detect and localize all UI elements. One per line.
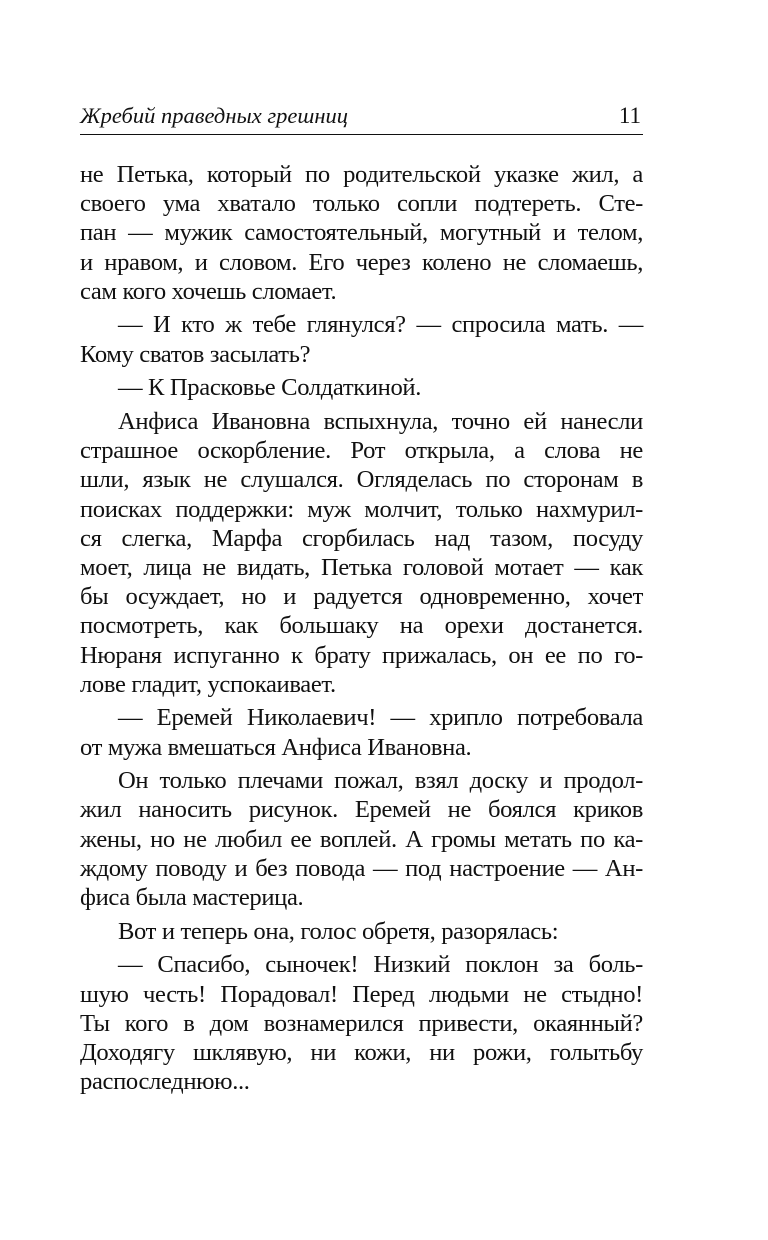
text-line: пан — мужик самостоятельный, могутный и телом, (80, 219, 643, 247)
text-line: жил наносить рисунок. Еремей не боялся криков (80, 796, 643, 824)
text-line: Вот и теперь она, голос обретя, разорялась: (118, 917, 559, 945)
paragraph (80, 950, 643, 1096)
text-line: распоследнюю... (80, 1068, 250, 1096)
paragraph (80, 407, 643, 699)
text-line: страшное оскорбление. Рот открыла, а слова не (80, 437, 643, 465)
text-line: шли, язык не слушался. Огляделась по сторонам в (80, 466, 643, 494)
text-line: Доходягу шклявую, ни кожи, ни рожи, голытьбу (80, 1038, 643, 1066)
text-line: не Петька, который по родительской указке жил, а (80, 161, 643, 188)
text-line: — К Прасковье Солдаткиной. (118, 374, 422, 402)
paragraph (80, 373, 643, 402)
text-line: Он только плечами пожал, взял доску и продол- (118, 767, 643, 795)
text-line: — И кто ж тебе глянулся? — спросила мать. — (118, 311, 643, 339)
text-line: фиса была мастерица. (80, 884, 304, 911)
text-line: жены, но не любил ее воплей. А громы метать по ка- (80, 825, 643, 853)
text-line: от мужа вмешаться Анфиса Ивановна. (80, 733, 472, 761)
text-line: Анфиса Ивановна вспыхнула, точно ей нанесли (118, 408, 643, 435)
page-number: 11 (618, 103, 641, 128)
running-header (80, 100, 643, 135)
body-text (80, 160, 643, 1101)
text-line: Кому сватов засылать? (80, 340, 311, 368)
paragraph (80, 703, 643, 761)
text-line: ся слегка, Марфа сгорбилась над тазом, посуду (80, 524, 643, 552)
paragraph (80, 160, 643, 306)
text-line: и нравом, и словом. Его через колено не сломаешь, (80, 248, 643, 276)
text-line: шую честь! Порадовал! Перед людьми не стыдно! (80, 980, 643, 1008)
text-line: ждому поводу и без повода — под настроение — Ан- (80, 854, 643, 882)
text-line: поисках поддержки: муж молчит, только нахмурил- (80, 495, 643, 523)
text-line: Ты кого в дом вознамерился привести, окаянный? (80, 1009, 643, 1037)
text-line: Нюраня испуганно к брату прижалась, он ее по го- (80, 641, 643, 669)
text-line: бы осуждает, но и радуется одновременно, хочет (80, 583, 643, 611)
text-line: своего ума хватало только сопли подтереть. Сте- (80, 190, 643, 218)
text-line: — Спасибо, сыночек! Низкий поклон за боль- (118, 951, 643, 979)
paragraph (80, 917, 643, 946)
running-title: Жребий праведных грешниц (80, 103, 348, 128)
text-line: моет, лица не видать, Петька головой мотает — как (80, 553, 643, 581)
text-line: посмотреть, как большаку на орехи достанется. (80, 612, 643, 640)
text-line: — Еремей Николаевич! — хрипло потребовала (118, 704, 643, 732)
text-line: сам кого хочешь сломает. (80, 277, 337, 305)
paragraph (80, 310, 643, 368)
paragraph (80, 766, 643, 912)
text-line: лове гладит, успокаивает. (80, 670, 336, 698)
